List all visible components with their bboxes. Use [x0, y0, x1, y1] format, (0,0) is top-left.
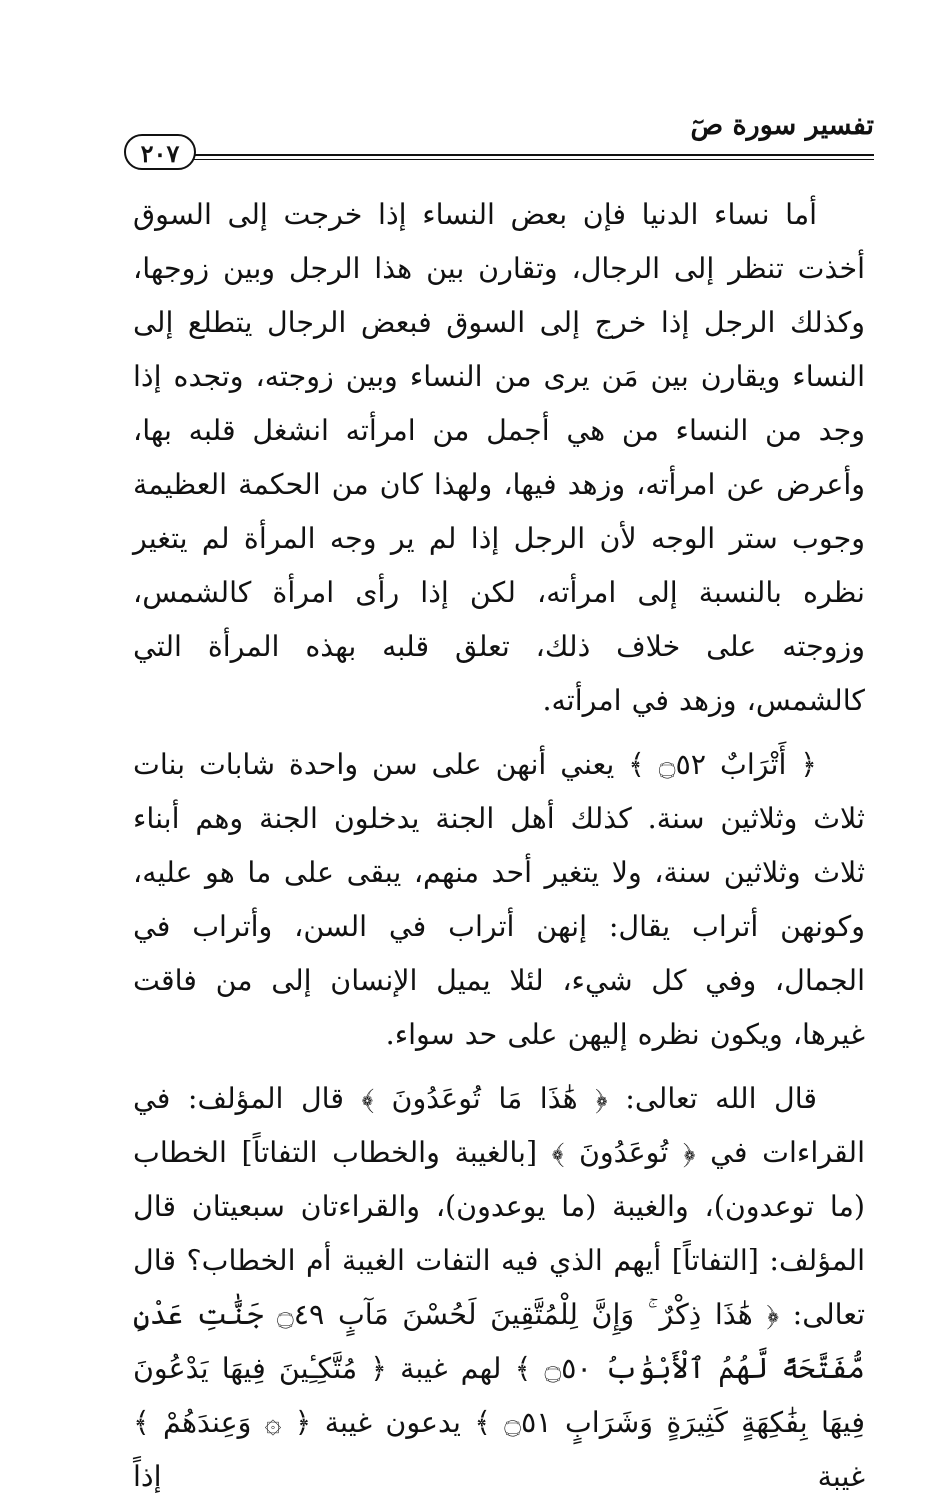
page-header [118, 108, 874, 180]
paragraph-3: قال الله تعالى: ﴿ هَٰذَا مَا تُوعَدُونَ ﴾ قال المؤلف: في القراءات في ﴿ تُوعَدُونَ ﴾ [بالغيبة والخطاب التفاتاً] الخطاب (ما توعدون)، والغيبة (ما يوعدون)، والقراءتان سبعيتان قال المؤلف: [التفاتاً] أيهم الذي فيه التفات الغيبة أم الخطاب؟ قال تعالى: ﴿ هَٰذَا ذِكْرٌ ۚ وَإِنَّ لِلْمُتَّقِينَ لَحُسْنَ مَآبٍ ۝٤٩ جَنَّٰتِ عَدْنٍ مُّفَتَّحَةً لَّهُمُ ٱلْأَبْوَٰبُ ۝٥٠ ﴾ لهم غيبة ﴿ مُتَّكِـِٔينَ فِيهَا يَدْعُونَ فِيهَا بِفَٰكِهَةٍ كَثِيرَةٍ وَشَرَابٍ ۝٥١ ﴾ يدعون غيبة ﴿ ۞ وَعِندَهُمْ ﴾ غيبة إذاً [133, 1082, 865, 1493]
paragraph-1: أما نساء الدنيا فإن بعض النساء إذا خرجت إلى السوق أخذت تنظر إلى الرجال، وتقارن بين هذا الرجل وبين زوجها، وكذلك الرجل إذا خرج إلى السوق فبعض الرجال يتطلع إلى النساء ويقارن بين مَن يرى من النساء وبين زوجته، وتجده إذا وجد من النساء من هي أجمل من امرأته انشغل قلبه بها، وأعرض عن امرأته، وزهد فيها، ولهذا كان من الحكمة العظيمة وجوب ستر الوجه لأن الرجل إذا لم ير وجه المرأة لم يتغير نظره بالنسبة إلى امرأته، لكن إذا رأى امرأة كالشمس، وزوجته على خلاف ذلك، تعلق قلبه بهذه المرأة التي كالشمس، وزهد في امرأته. [133, 198, 865, 717]
header-rule [188, 154, 874, 160]
page-body [133, 188, 865, 1504]
paragraph-2: ﴿ أَتْرَابٌ ۝٥٢ ﴾ يعني أنهن على سن واحدة شابات بنات ثلاث وثلاثين سنة. كذلك أهل الجنة يدخلون الجنة وهم أبناء ثلاث وثلاثين سنة، ولا يتغير أحد منهم، يبقى على ما هو عليه، وكونهن أتراب يقال: إنهن أتراب في السن، وأتراب في الجمال، وفي كل شيء، لئلا يميل الإنسان إلى من فاقت غيرها، ويكون نظره إليهن على حد سواء. [133, 748, 865, 1051]
header-title: تفسير سورة صٓ [690, 110, 874, 141]
page-number: ٢٠٧ [124, 134, 196, 170]
